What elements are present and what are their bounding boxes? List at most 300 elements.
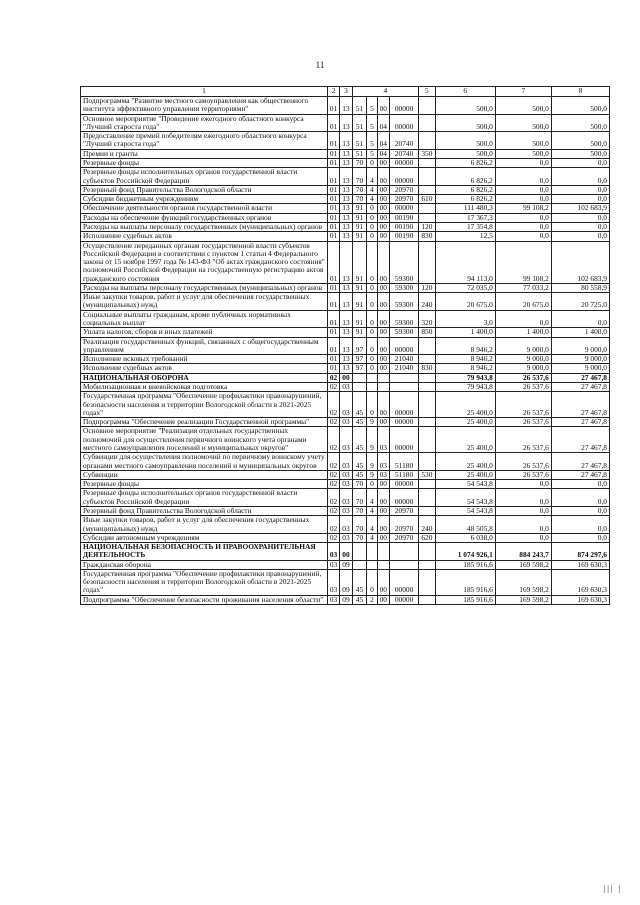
row-amount-2023: 0,0	[495, 232, 551, 241]
row-program-code: 70	[352, 195, 367, 204]
row-subsection: 13	[340, 168, 352, 186]
table-row	[81, 114, 610, 132]
row-expense-type: 120	[419, 283, 436, 292]
table-row	[81, 213, 610, 222]
row-amount-2023: 0,0	[495, 213, 551, 222]
row-amount-2023: 0,0	[495, 506, 551, 515]
row-amount-2022: 6 038,0	[435, 533, 495, 542]
row-amount-2024: 0,0	[551, 158, 609, 167]
row-amount-2023: 9 000,0	[495, 337, 551, 355]
row-subprogram-code: 0	[367, 569, 377, 595]
row-activity-code: 00	[377, 506, 389, 515]
row-direction-code: 00000	[390, 427, 419, 453]
row-subprogram-code: 0	[367, 293, 377, 311]
row-activity-code: 00	[377, 533, 389, 542]
row-direction-code	[390, 543, 419, 561]
row-activity-code: 00	[377, 364, 389, 373]
row-amount-2024: 0,0	[551, 168, 609, 186]
page-number: 11	[315, 60, 325, 70]
row-direction-code: 59300	[390, 310, 419, 328]
table-row	[81, 543, 610, 561]
row-program-code: 70	[352, 533, 367, 542]
row-subsection: 13	[340, 310, 352, 328]
row-section: 03	[327, 595, 339, 604]
row-amount-2024: 500,0	[551, 132, 609, 150]
row-program-code: 91	[352, 310, 367, 328]
row-program-code: 45	[352, 470, 367, 479]
row-name: Иные закупки товаров, работ и услуг для обеспечения государственных (муниципальных) нужд	[81, 516, 328, 534]
row-amount-2022: 8 946,2	[435, 337, 495, 355]
row-amount-2022: 79 943,8	[435, 383, 495, 392]
row-amount-2023: 169 598,2	[495, 595, 551, 604]
row-amount-2023: 500,0	[495, 114, 551, 132]
row-expense-type: 610	[419, 195, 436, 204]
row-subprogram-code: 4	[367, 489, 377, 507]
row-subsection: 13	[340, 364, 352, 373]
row-amount-2022: 17 354,8	[435, 222, 495, 231]
row-section: 01	[327, 132, 339, 150]
row-subsection: 03	[340, 489, 352, 507]
row-name: Резервные фонды	[81, 158, 328, 167]
row-amount-2023: 884 243,7	[495, 543, 551, 561]
row-amount-2024: 500,0	[551, 114, 609, 132]
row-name: Гражданская оборона	[81, 560, 328, 569]
row-subsection: 03	[340, 418, 352, 427]
row-program-code: 91	[352, 283, 367, 292]
row-section: 02	[327, 489, 339, 507]
row-direction-code	[390, 383, 419, 392]
row-amount-2024: 9 000,0	[551, 355, 609, 364]
row-amount-2024: 9 000,0	[551, 364, 609, 373]
row-amount-2024: 0,0	[551, 213, 609, 222]
row-subprogram-code: 4	[367, 195, 377, 204]
row-expense-type	[419, 453, 436, 471]
row-amount-2024: 27 467,8	[551, 383, 609, 392]
row-program-code	[352, 383, 367, 392]
row-subsection: 03	[340, 383, 352, 392]
row-section: 01	[327, 232, 339, 241]
row-expense-type: 830	[419, 364, 436, 373]
row-amount-2024: 0,0	[551, 480, 609, 489]
row-program-code	[352, 560, 367, 569]
row-program-code: 70	[352, 158, 367, 167]
row-name: Подпрограмма "Обеспечение безопасности проживания населения области"	[81, 595, 328, 604]
row-activity-code: 00	[377, 355, 389, 364]
row-amount-2024: 27 467,8	[551, 470, 609, 479]
row-activity-code	[377, 383, 389, 392]
row-name: Осуществление переданных органам государственной власти субъектов Российской Федерации в соответствии с пунктом 1 статьи 4 Федерального закона от 15 ноября 1997 года № 143-ФЗ "Об актах гражданского состояния" полномочий Российской Федерации на государственную регистрацию актов гражданского состояния	[81, 241, 328, 283]
row-expense-type	[419, 185, 436, 194]
header-col-3: 3	[340, 87, 352, 97]
table-row	[81, 595, 610, 604]
row-subprogram-code: 0	[367, 310, 377, 328]
row-amount-2024: 102 683,9	[551, 204, 609, 213]
row-section: 01	[327, 168, 339, 186]
row-program-code: 97	[352, 355, 367, 364]
row-subprogram-code: 0	[367, 337, 377, 355]
row-amount-2024: 0,0	[551, 222, 609, 231]
table-row	[81, 427, 610, 453]
row-activity-code: 00	[377, 595, 389, 604]
row-section: 02	[327, 506, 339, 515]
row-amount-2024: 0,0	[551, 185, 609, 194]
table-row	[81, 283, 610, 292]
row-program-code: 70	[352, 506, 367, 515]
row-name: Исполнение исковых требований	[81, 355, 328, 364]
row-activity-code: 00	[377, 418, 389, 427]
row-expense-type	[419, 213, 436, 222]
row-activity-code: 00	[377, 241, 389, 283]
row-direction-code	[390, 373, 419, 382]
row-subprogram-code	[367, 373, 377, 382]
row-subsection: 13	[340, 232, 352, 241]
row-activity-code: 04	[377, 114, 389, 132]
row-name: Расходы на выплаты персоналу государственных (муниципальных) органов	[81, 222, 328, 231]
row-amount-2024: 0,0	[551, 232, 609, 241]
row-section: 02	[327, 470, 339, 479]
row-activity-code: 00	[377, 293, 389, 311]
row-amount-2024: 27 467,8	[551, 453, 609, 471]
row-program-code: 97	[352, 364, 367, 373]
row-amount-2023: 99 108,2	[495, 241, 551, 283]
row-section: 01	[327, 355, 339, 364]
row-program-code: 91	[352, 232, 367, 241]
table-body	[81, 97, 610, 605]
row-name: НАЦИОНАЛЬНАЯ ОБОРОНА	[81, 373, 328, 382]
row-amount-2024: 1 400,0	[551, 328, 609, 337]
row-amount-2024: 27 467,8	[551, 418, 609, 427]
row-amount-2023: 1 400,0	[495, 328, 551, 337]
table-row	[81, 355, 610, 364]
row-expense-type	[419, 114, 436, 132]
row-amount-2022: 111 480,3	[435, 204, 495, 213]
row-program-code: 51	[352, 97, 367, 115]
row-amount-2024: 80 558,9	[551, 283, 609, 292]
row-amount-2022: 48 505,8	[435, 516, 495, 534]
row-activity-code: 00	[377, 204, 389, 213]
row-expense-type	[419, 97, 436, 115]
row-subsection: 03	[340, 533, 352, 542]
row-direction-code: 00000	[390, 595, 419, 604]
row-direction-code: 20740	[390, 149, 419, 158]
row-direction-code: 00000	[390, 158, 419, 167]
row-activity-code	[377, 543, 389, 561]
row-section: 02	[327, 516, 339, 534]
row-direction-code: 00000	[390, 480, 419, 489]
row-amount-2023: 0,0	[495, 195, 551, 204]
row-amount-2023: 26 537,6	[495, 418, 551, 427]
row-amount-2023: 26 537,6	[495, 470, 551, 479]
row-program-code: 91	[352, 241, 367, 283]
row-direction-code: 00000	[390, 337, 419, 355]
row-section: 01	[327, 195, 339, 204]
row-section: 01	[327, 204, 339, 213]
row-subprogram-code: 0	[367, 158, 377, 167]
row-amount-2023: 9 000,0	[495, 364, 551, 373]
row-name: Реализация государственных функций, связанных с общегосударственным управлением	[81, 337, 328, 355]
table-row	[81, 149, 610, 158]
row-subprogram-code: 0	[367, 204, 377, 213]
row-subsection: 13	[340, 158, 352, 167]
table-row	[81, 204, 610, 213]
row-amount-2023: 99 108,2	[495, 204, 551, 213]
row-section: 01	[327, 337, 339, 355]
row-amount-2024: 9 000,0	[551, 337, 609, 355]
row-activity-code: 00	[377, 232, 389, 241]
row-section: 02	[327, 427, 339, 453]
row-section: 01	[327, 310, 339, 328]
row-direction-code: 00000	[390, 418, 419, 427]
row-activity-code: 03	[377, 427, 389, 453]
row-program-code: 70	[352, 516, 367, 534]
row-amount-2022: 185 916,6	[435, 569, 495, 595]
row-activity-code: 00	[377, 489, 389, 507]
row-activity-code: 00	[377, 283, 389, 292]
row-subprogram-code: 0	[367, 392, 377, 418]
row-subprogram-code: 9	[367, 470, 377, 479]
row-amount-2022: 500,0	[435, 114, 495, 132]
row-direction-code: 20740	[390, 132, 419, 150]
table-row	[81, 489, 610, 507]
row-amount-2022: 17 367,3	[435, 213, 495, 222]
header-col-2: 2	[327, 87, 339, 97]
row-program-code	[352, 543, 367, 561]
row-activity-code: 00	[377, 392, 389, 418]
header-col-1: 1	[81, 87, 328, 97]
row-section: 02	[327, 453, 339, 471]
row-amount-2023: 0,0	[495, 516, 551, 534]
row-amount-2022: 25 400,0	[435, 418, 495, 427]
table-row	[81, 310, 610, 328]
row-amount-2024: 169 630,3	[551, 569, 609, 595]
table-row	[81, 337, 610, 355]
budget-table	[80, 86, 610, 605]
row-amount-2023: 0,0	[495, 533, 551, 542]
row-amount-2024: 27 467,8	[551, 373, 609, 382]
row-expense-type	[419, 595, 436, 604]
row-program-code: 91	[352, 222, 367, 231]
row-amount-2023: 0,0	[495, 480, 551, 489]
row-expense-type: 240	[419, 293, 436, 311]
row-amount-2024: 500,0	[551, 97, 609, 115]
row-expense-type: 120	[419, 222, 436, 231]
row-section: 02	[327, 373, 339, 382]
row-name: Иные закупки товаров, работ и услуг для обеспечения государственных (муниципальных) нужд	[81, 293, 328, 311]
row-section: 01	[327, 149, 339, 158]
table-row	[81, 328, 610, 337]
row-activity-code: 00	[377, 569, 389, 595]
row-subprogram-code: 4	[367, 506, 377, 515]
header-col-6: 6	[435, 87, 495, 97]
row-subsection: 13	[340, 132, 352, 150]
row-amount-2024: 0,0	[551, 310, 609, 328]
row-expense-type: 320	[419, 310, 436, 328]
row-name: Резервный фонд Правительства Вологодской области	[81, 506, 328, 515]
row-amount-2024: 874 297,6	[551, 543, 609, 561]
row-direction-code: 00000	[390, 392, 419, 418]
row-amount-2023: 9 000,0	[495, 355, 551, 364]
row-subprogram-code	[367, 543, 377, 561]
table-header-row	[81, 87, 610, 97]
row-program-code: 70	[352, 489, 367, 507]
row-name: Субвенции	[81, 470, 328, 479]
header-col-5: 5	[419, 87, 436, 97]
table-row	[81, 241, 610, 283]
row-expense-type	[419, 241, 436, 283]
row-section: 02	[327, 533, 339, 542]
row-subsection: 13	[340, 241, 352, 283]
row-amount-2022: 6 826,2	[435, 158, 495, 167]
row-amount-2023: 0,0	[495, 158, 551, 167]
row-amount-2022: 1 074 926,1	[435, 543, 495, 561]
row-expense-type	[419, 132, 436, 150]
row-amount-2024: 0,0	[551, 489, 609, 507]
row-expense-type: 530	[419, 470, 436, 479]
row-expense-type: 830	[419, 232, 436, 241]
row-amount-2024: 102 683,9	[551, 241, 609, 283]
row-amount-2024: 0,0	[551, 506, 609, 515]
row-activity-code: 00	[377, 480, 389, 489]
row-name: Предоставление премий победителям ежегодного областного конкурса "Лучший староста года"	[81, 132, 328, 150]
row-name: Уплата налогов, сборов и иных платежей	[81, 328, 328, 337]
row-expense-type	[419, 168, 436, 186]
row-amount-2023: 26 537,6	[495, 427, 551, 453]
row-subsection: 03	[340, 453, 352, 471]
row-amount-2023: 26 537,6	[495, 392, 551, 418]
row-direction-code: 00190	[390, 213, 419, 222]
row-subprogram-code	[367, 560, 377, 569]
row-expense-type	[419, 427, 436, 453]
row-subsection: 13	[340, 283, 352, 292]
row-expense-type	[419, 418, 436, 427]
row-program-code: 45	[352, 418, 367, 427]
row-direction-code: 00190	[390, 232, 419, 241]
row-amount-2023: 500,0	[495, 97, 551, 115]
row-amount-2024: 0,0	[551, 516, 609, 534]
row-name: Обеспечение деятельности органов государственной власти	[81, 204, 328, 213]
row-name: Субсидии автономным учреждениям	[81, 533, 328, 542]
row-subprogram-code: 0	[367, 222, 377, 231]
row-program-code: 91	[352, 204, 367, 213]
row-amount-2022: 25 400,0	[435, 453, 495, 471]
row-amount-2023: 26 537,6	[495, 373, 551, 382]
table-row	[81, 364, 610, 373]
table-row	[81, 418, 610, 427]
table-row	[81, 506, 610, 515]
row-activity-code: 00	[377, 97, 389, 115]
row-subprogram-code: 0	[367, 213, 377, 222]
row-section: 01	[327, 283, 339, 292]
row-subsection: 03	[340, 470, 352, 479]
row-amount-2022: 25 400,0	[435, 427, 495, 453]
row-amount-2022: 6 826,2	[435, 185, 495, 194]
row-name: Резервные фонды исполнительных органов государственной власти субъектов Российской Федерации	[81, 168, 328, 186]
row-amount-2022: 185 916,6	[435, 595, 495, 604]
row-program-code: 45	[352, 392, 367, 418]
row-amount-2022: 500,0	[435, 149, 495, 158]
row-expense-type	[419, 392, 436, 418]
row-program-code: 91	[352, 328, 367, 337]
row-amount-2022: 72 035,0	[435, 283, 495, 292]
row-expense-type: 240	[419, 516, 436, 534]
row-direction-code: 00000	[390, 114, 419, 132]
row-subsection: 03	[340, 392, 352, 418]
row-section: 01	[327, 241, 339, 283]
row-direction-code: 20970	[390, 516, 419, 534]
row-subprogram-code: 4	[367, 168, 377, 186]
row-subprogram-code: 9	[367, 427, 377, 453]
row-expense-type: 350	[419, 149, 436, 158]
row-activity-code: 00	[377, 310, 389, 328]
row-activity-code: 00	[377, 158, 389, 167]
row-section: 02	[327, 480, 339, 489]
row-expense-type	[419, 204, 436, 213]
row-direction-code: 59300	[390, 241, 419, 283]
row-program-code: 45	[352, 595, 367, 604]
header-col-7: 7	[495, 87, 551, 97]
row-section: 01	[327, 328, 339, 337]
row-direction-code: 59300	[390, 293, 419, 311]
row-program-code: 70	[352, 168, 367, 186]
row-subsection: 13	[340, 204, 352, 213]
row-amount-2024: 0,0	[551, 533, 609, 542]
row-subsection: 03	[340, 427, 352, 453]
row-direction-code: 00190	[390, 222, 419, 231]
row-subsection: 13	[340, 213, 352, 222]
table-row	[81, 185, 610, 194]
row-direction-code: 59300	[390, 283, 419, 292]
row-section: 01	[327, 293, 339, 311]
row-subprogram-code: 0	[367, 232, 377, 241]
row-subsection: 13	[340, 195, 352, 204]
table-row	[81, 569, 610, 595]
row-direction-code: 21040	[390, 364, 419, 373]
row-subprogram-code: 0	[367, 241, 377, 283]
row-subprogram-code: 0	[367, 328, 377, 337]
row-section: 01	[327, 185, 339, 194]
row-subprogram-code: 2	[367, 595, 377, 604]
header-col-4: 4	[352, 87, 418, 97]
row-section: 02	[327, 383, 339, 392]
row-subsection: 13	[340, 222, 352, 231]
row-amount-2023: 0,0	[495, 185, 551, 194]
row-activity-code	[377, 373, 389, 382]
row-section: 01	[327, 114, 339, 132]
table-row	[81, 158, 610, 167]
row-name: Резервные фонды исполнительных органов государственной власти субъектов Российской Федерации	[81, 489, 328, 507]
row-name: Исполнение судебных актов	[81, 364, 328, 373]
table-row	[81, 533, 610, 542]
row-subsection: 13	[340, 97, 352, 115]
row-subsection: 09	[340, 595, 352, 604]
row-name: Субвенции для осуществления полномочий по первичному воинскому учету органами местного самоуправления поселений и муниципальных округов	[81, 453, 328, 471]
row-amount-2022: 54 543,8	[435, 489, 495, 507]
row-amount-2023: 26 537,6	[495, 383, 551, 392]
row-amount-2022: 25 400,0	[435, 392, 495, 418]
row-subsection: 13	[340, 114, 352, 132]
row-amount-2024: 20 725,0	[551, 293, 609, 311]
row-amount-2022: 8 946,2	[435, 355, 495, 364]
row-activity-code: 00	[377, 222, 389, 231]
row-name: Мобилизационная и вневойсковая подготовка	[81, 383, 328, 392]
row-section: 03	[327, 543, 339, 561]
row-name: Социальные выплаты гражданам, кроме публичных нормативных социальных выплат	[81, 310, 328, 328]
row-amount-2022: 25 400,0	[435, 470, 495, 479]
row-program-code: 45	[352, 453, 367, 471]
row-expense-type: 620	[419, 533, 436, 542]
row-amount-2022: 94 113,0	[435, 241, 495, 283]
row-program-code: 51	[352, 132, 367, 150]
